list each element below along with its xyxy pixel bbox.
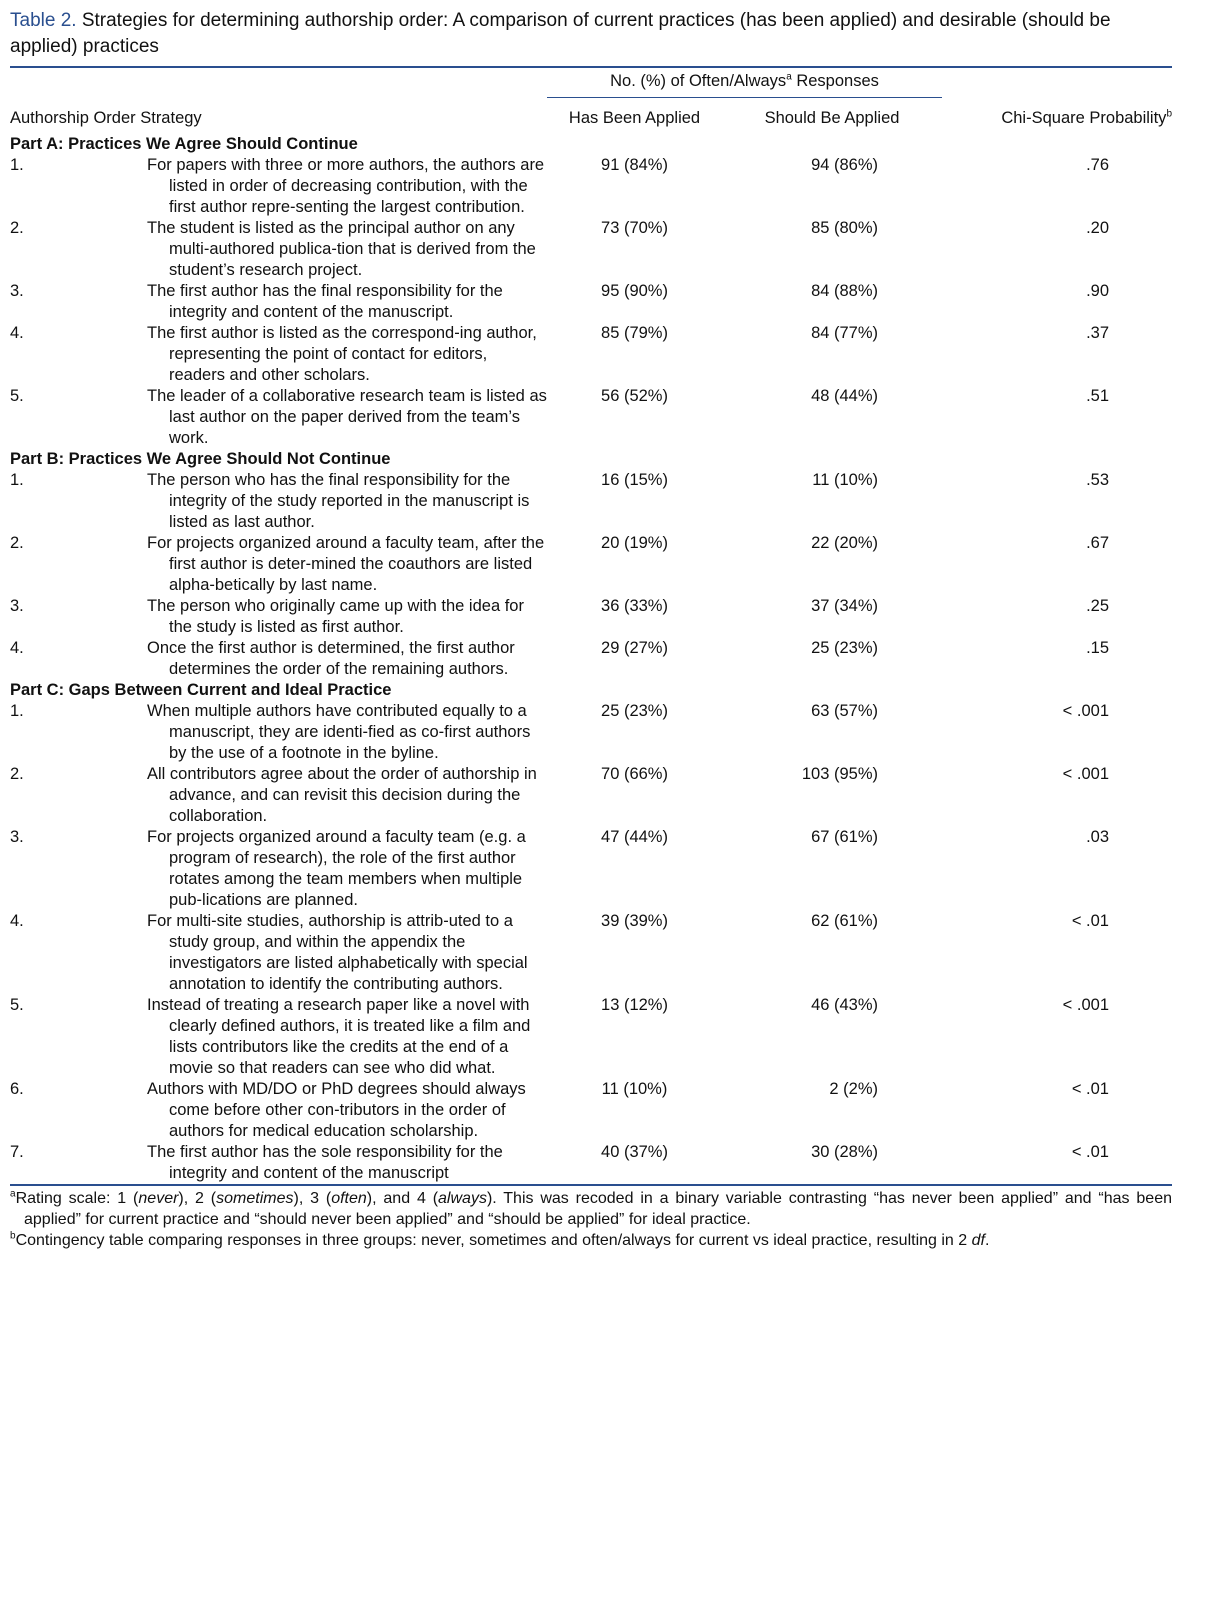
col-header-chi (942, 98, 1172, 135)
row-strategy-text: The student is listed as the principal author on any multi-authored publica-tion that is derived from the student’s research project. (147, 219, 536, 279)
row-chi-square: .20 (1086, 219, 1109, 237)
row-strategy-cell (147, 995, 547, 1079)
footnote-a (10, 1188, 1172, 1230)
row-strategy-cell (147, 1142, 547, 1184)
row-chi-square: < .001 (1062, 702, 1109, 720)
row-has-been-applied: 95 (90%) (601, 282, 668, 300)
row-strategy-cell (147, 701, 547, 764)
row-number: 3. (10, 597, 24, 615)
row-chi-square: .51 (1086, 387, 1109, 405)
chi-header-text: Chi-Square Probability (1001, 108, 1167, 127)
row-number: 1. (10, 702, 24, 720)
table-row (10, 1142, 1172, 1184)
row-has-been-applied: 29 (27%) (601, 639, 668, 657)
footnote-b (10, 1230, 1172, 1251)
row-strategy-cell (147, 1079, 547, 1142)
row-strategy-cell (147, 764, 547, 827)
part-heading-row (10, 134, 1172, 155)
row-strategy-cell (147, 638, 547, 680)
row-should-be-applied: 85 (80%) (811, 219, 879, 237)
row-number: 2. (10, 765, 24, 783)
row-should-be-applied: 62 (61%) (811, 912, 879, 930)
row-should-be-applied: 37 (34%) (811, 597, 879, 615)
row-should-be-applied: 30 (28%) (811, 1143, 879, 1161)
row-number: 7. (10, 1143, 24, 1161)
chi-header-sup: b (1166, 108, 1172, 119)
row-chi-square: .90 (1086, 282, 1109, 300)
row-chi-square: .15 (1086, 639, 1109, 657)
footnote-b-mark: b (10, 1230, 16, 1242)
row-should-be-applied: 25 (23%) (811, 639, 879, 657)
row-number: 1. (10, 471, 24, 489)
row-chi-square: .03 (1086, 828, 1109, 846)
fn-a-2: ), 2 ( (178, 1190, 217, 1207)
row-should-be-applied: 48 (44%) (811, 387, 879, 405)
row-number: 3. (10, 282, 24, 300)
table-caption (10, 8, 1172, 60)
table-row (10, 155, 1172, 218)
row-chi-square: < .001 (1062, 996, 1109, 1014)
fn-a-4: ), 3 ( (293, 1190, 332, 1207)
row-strategy-text: Authors with MD/DO or PhD degrees should always come before other con-tributors in the order of authors for medical education scholarship. (147, 1080, 526, 1140)
row-should-be-applied: 94 (86%) (811, 156, 879, 174)
row-has-been-applied: 91 (84%) (601, 156, 668, 174)
row-strategy-text: The first author has the sole responsibility for the integrity and content of the manuscript (147, 1143, 503, 1182)
row-strategy-text: When multiple authors have contributed equally to a manuscript, they are identi-fied as co-first authors by the use of a footnote in the byline. (147, 702, 531, 762)
header-row-spanner (10, 68, 1172, 98)
row-strategy-cell (147, 470, 547, 533)
fn-a-6: ), and 4 ( (366, 1190, 439, 1207)
row-strategy-text: For projects organized around a faculty team, after the first author is deter-mined the coauthors are listed alpha-betically by last name. (147, 534, 545, 594)
footnote-b-text: Contingency table comparing responses in three groups: never, sometimes and often/always for current vs ideal practice, resulting in 2 (15, 1232, 972, 1249)
row-strategy-cell (147, 386, 547, 449)
row-should-be-applied: 11 (10%) (812, 471, 879, 489)
row-chi-square: < .01 (1071, 912, 1109, 930)
row-has-been-applied: 25 (23%) (601, 702, 668, 720)
part-heading-row (10, 449, 1172, 470)
table-row (10, 281, 1172, 323)
table-row (10, 218, 1172, 281)
column-spanner (547, 68, 942, 98)
row-number: 2. (10, 534, 24, 552)
row-strategy-cell (147, 155, 547, 218)
table-row (10, 533, 1172, 596)
row-strategy-text: For papers with three or more authors, the authors are listed in order of decreasing contribution, with the first author repre-senting the largest contribution. (147, 156, 545, 216)
row-should-be-applied: 84 (77%) (811, 324, 879, 342)
row-strategy-text: Instead of treating a research paper like a novel with clearly defined authors, it is treated like a film and lists contributors like the credits at the end of a movie so that readers can see who did what. (147, 996, 531, 1077)
row-has-been-applied: 16 (15%) (601, 471, 668, 489)
row-chi-square: .76 (1086, 156, 1109, 174)
row-number: 4. (10, 639, 24, 657)
col-header-has: Has Been Applied (568, 109, 701, 127)
header-row-columns (10, 98, 1172, 135)
row-strategy-text: Once the first author is determined, the first author determines the order of the remaining authors. (147, 639, 515, 678)
row-number: 2. (10, 219, 24, 237)
row-strategy-cell (147, 911, 547, 995)
row-chi-square: < .01 (1071, 1080, 1109, 1098)
row-chi-square: < .001 (1062, 765, 1109, 783)
fn-a-5: often (331, 1190, 367, 1207)
row-chi-square: .67 (1086, 534, 1109, 552)
row-has-been-applied: 73 (70%) (601, 219, 668, 237)
row-should-be-applied: 46 (43%) (811, 996, 879, 1014)
row-number: 4. (10, 324, 24, 342)
row-strategy-text: For multi-site studies, authorship is attrib-uted to a study group, and within the appendix the investigators are listed alphabetically with special annotation to identify the contributing authors. (147, 912, 528, 993)
row-has-been-applied: 47 (44%) (601, 828, 668, 846)
spanner-sup: a (786, 71, 792, 83)
row-strategy-text: The first author is listed as the correspond-ing author, representing the point of contact for editors, readers and other scholars. (147, 324, 537, 384)
row-chi-square: < .01 (1071, 1143, 1109, 1161)
row-has-been-applied: 20 (19%) (601, 534, 668, 552)
row-chi-square: .25 (1086, 597, 1109, 615)
part-heading-row (10, 680, 1172, 701)
table-row (10, 827, 1172, 911)
row-strategy-text: The person who originally came up with the idea for the study is listed as first author. (147, 597, 524, 636)
row-strategy-cell (147, 596, 547, 638)
row-should-be-applied: 63 (57%) (811, 702, 879, 720)
row-should-be-applied: 67 (61%) (811, 828, 879, 846)
row-should-be-applied: 84 (88%) (811, 282, 879, 300)
row-strategy-text: The leader of a collaborative research team is listed as last author on the paper derived from the team’s work. (147, 387, 547, 447)
row-number: 1. (10, 156, 24, 174)
row-number: 6. (10, 1080, 24, 1098)
table-page (10, 8, 1172, 1251)
row-strategy-cell (147, 533, 547, 596)
part-title: Part C: Gaps Between Current and Ideal Practice (10, 681, 392, 699)
fn-a-8: ). This was recoded in a binary variable contrasting “has never been applied” and “has been applied” for current practice and “should never been applied” and “should be applied” for ideal practice. (24, 1190, 1172, 1228)
row-should-be-applied: 22 (20%) (811, 534, 879, 552)
row-strategy-cell (147, 827, 547, 911)
fn-a-7: always (438, 1190, 487, 1207)
table-label: Table 2. (10, 10, 77, 31)
table-row (10, 701, 1172, 764)
fn-a-0: Rating scale: 1 ( (15, 1190, 139, 1207)
row-number: 5. (10, 387, 24, 405)
table-row (10, 764, 1172, 827)
row-number: 5. (10, 996, 24, 1014)
table-row (10, 386, 1172, 449)
part-title: Part B: Practices We Agree Should Not Continue (10, 450, 391, 468)
row-has-been-applied: 40 (37%) (601, 1143, 668, 1161)
row-strategy-text: The person who has the final responsibility for the integrity of the study reported in the manuscript is listed as last author. (147, 471, 530, 531)
footnote-b-italic: df (971, 1232, 985, 1249)
col-header-should: Should Be Applied (764, 109, 900, 127)
row-strategy-text: For projects organized around a faculty team (e.g. a program of research), the role of the first author rotates among the team members when multiple pub-lications are planned. (147, 828, 526, 909)
table-row (10, 995, 1172, 1079)
row-should-be-applied: 2 (2%) (829, 1080, 879, 1098)
row-has-been-applied: 11 (10%) (601, 1080, 668, 1098)
table-row (10, 470, 1172, 533)
row-has-been-applied: 36 (33%) (601, 597, 668, 615)
table-row (10, 323, 1172, 386)
row-has-been-applied: 56 (52%) (601, 387, 668, 405)
footnote-b-end: . (984, 1232, 990, 1249)
table-row (10, 911, 1172, 995)
row-chi-square: .37 (1086, 324, 1109, 342)
footnotes (10, 1188, 1172, 1251)
row-strategy-cell (147, 218, 547, 281)
authorship-table (10, 68, 1172, 1184)
row-number: 4. (10, 912, 24, 930)
row-strategy-cell (147, 281, 547, 323)
bottom-rule (10, 1184, 1172, 1186)
table-row (10, 1079, 1172, 1142)
fn-a-1: never (138, 1190, 179, 1207)
footnote-a-mark: a (10, 1188, 16, 1200)
row-has-been-applied: 85 (79%) (601, 324, 668, 342)
spanner-text: No. (%) of Often/Always (610, 72, 787, 90)
row-strategy-text: All contributors agree about the order of authorship in advance, and can revisit this decision during the collaboration. (147, 765, 537, 825)
table-row (10, 596, 1172, 638)
row-number: 3. (10, 828, 24, 846)
caption-text: Strategies for determining authorship order: A comparison of current practices (has been applied) and desirable (should be applied) practices (10, 10, 1111, 57)
row-strategy-text: The first author has the final responsibility for the integrity and content of the manuscript. (147, 282, 503, 321)
row-strategy-cell (147, 323, 547, 386)
row-chi-square: .53 (1086, 471, 1109, 489)
row-should-be-applied: 103 (95%) (801, 765, 879, 783)
table-row (10, 638, 1172, 680)
part-title: Part A: Practices We Agree Should Continue (10, 135, 358, 153)
fn-a-3: sometimes (216, 1190, 294, 1207)
row-has-been-applied: 13 (12%) (601, 996, 668, 1014)
row-has-been-applied: 39 (39%) (601, 912, 668, 930)
spanner-suffix: Responses (791, 72, 879, 90)
row-has-been-applied: 70 (66%) (601, 765, 668, 783)
col-header-strategy: Authorship Order Strategy (10, 108, 202, 127)
